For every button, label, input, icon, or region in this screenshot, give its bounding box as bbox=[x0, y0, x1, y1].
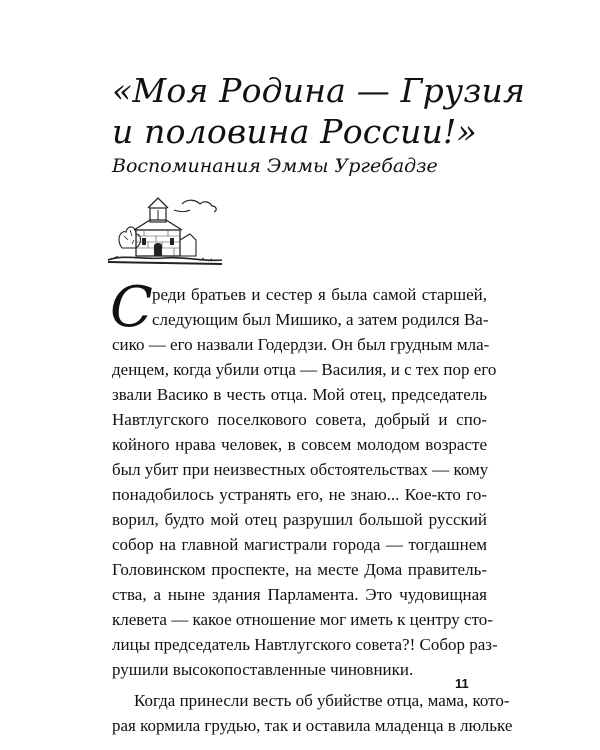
text-line: рая кормила грудью, так и оставила младенца в люльке bbox=[112, 716, 513, 735]
chapter-title-line-2: и половина России!» bbox=[112, 112, 477, 151]
body-text bbox=[110, 275, 513, 738]
chapter-title bbox=[112, 70, 532, 152]
text-line: сико — его назвали Годердзи. Он был грудным мла- bbox=[112, 335, 490, 354]
text-line: реди братьев и сестер я была самой старшей, bbox=[152, 285, 487, 304]
text-line: звали Васико в честь отца. Мой отец, председатель bbox=[112, 385, 487, 404]
chapter-title-line-1: «Моя Родина — Грузия bbox=[112, 71, 526, 110]
text-line: Когда принесли весть об убийстве отца, мама, кото- bbox=[134, 691, 510, 710]
text-line: рушили высокопоставленные чиновники. bbox=[112, 660, 414, 679]
drop-cap: С bbox=[110, 275, 153, 340]
text-line: лицы председатель Навтлугского совета?! Собор раз- bbox=[112, 635, 498, 654]
text-line: Головинском проспекте, на месте Дома правитель- bbox=[112, 560, 487, 579]
text-line: клевета — какое отношение мог иметь к центру сто- bbox=[112, 610, 493, 629]
church-icon bbox=[104, 190, 254, 280]
text-line: койного нрава человек, в совсем молодом возрасте bbox=[112, 435, 487, 454]
chapter-subtitle: Воспоминания Эммы Ургебадзе bbox=[112, 155, 438, 177]
page-number: 11 bbox=[455, 676, 469, 691]
paragraph-2 bbox=[112, 688, 513, 738]
text-line: ства, а ныне здания Парламента. Это чудовищная bbox=[112, 585, 487, 604]
text-line: понадобилось устранять его, не знаю... Кое-кто го- bbox=[112, 485, 487, 504]
text-line: ворил, будто мой отец разрушил большой русский bbox=[112, 510, 487, 529]
text-line: был убит при неизвестных обстоятельствах — кому bbox=[112, 460, 489, 479]
paragraph-1 bbox=[110, 275, 498, 682]
text-line: следующим был Мишико, а затем родился Ва- bbox=[152, 310, 489, 329]
text-line: денцем, когда убили отца — Василия, и с тех пор его bbox=[112, 360, 497, 379]
text-line: Навтлугского поселкового совета, добрый и спо- bbox=[112, 410, 487, 429]
text-line: собор на главной магистрали города — тогдашнем bbox=[112, 535, 487, 554]
